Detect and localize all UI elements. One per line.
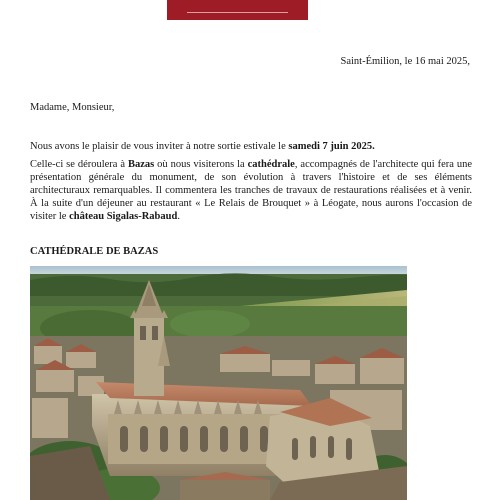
salutation: Madame, Monsieur, [30, 102, 115, 113]
invitation-text: Nous avons le plaisir de vous inviter à notre sortie estivale le [30, 141, 289, 152]
program-text-b: où nous visiterons la [154, 159, 248, 170]
program-text-a: Celle-ci se déroulera à [30, 159, 128, 170]
invitation-paragraph [30, 140, 472, 153]
event-date: samedi 7 juin 2025. [288, 141, 375, 152]
place-chateau: château Sigalas-Rabaud [69, 211, 178, 222]
place-bazas: Bazas [127, 159, 155, 170]
logo-rule [187, 12, 288, 13]
program-text-d: . [177, 211, 180, 222]
place-cathedrale: cathédrale [247, 159, 295, 170]
cathedral-aerial-photo-icon [30, 266, 407, 500]
program-paragraph [30, 158, 472, 223]
dateline: Saint-Émilion, le 16 mai 2025, [340, 56, 470, 67]
cathedral-photo [30, 266, 407, 500]
program-text-c: , accompagnés de l'architecte qui fera une présentation générale du monument, de son évolution à travers l'histoire et de ses éléments architecturaux remarquables. Il commentera les tranches de travaux de restaurations réalisées et à venir. À la suite d'un déjeuner au restaurant « Le Relais de Brouquet » à Léogate, nous aurons l'occasion de visiter le [30, 159, 472, 222]
logo-banner [167, 0, 308, 20]
section-title: CATHÉDRALE DE BAZAS [30, 246, 159, 257]
